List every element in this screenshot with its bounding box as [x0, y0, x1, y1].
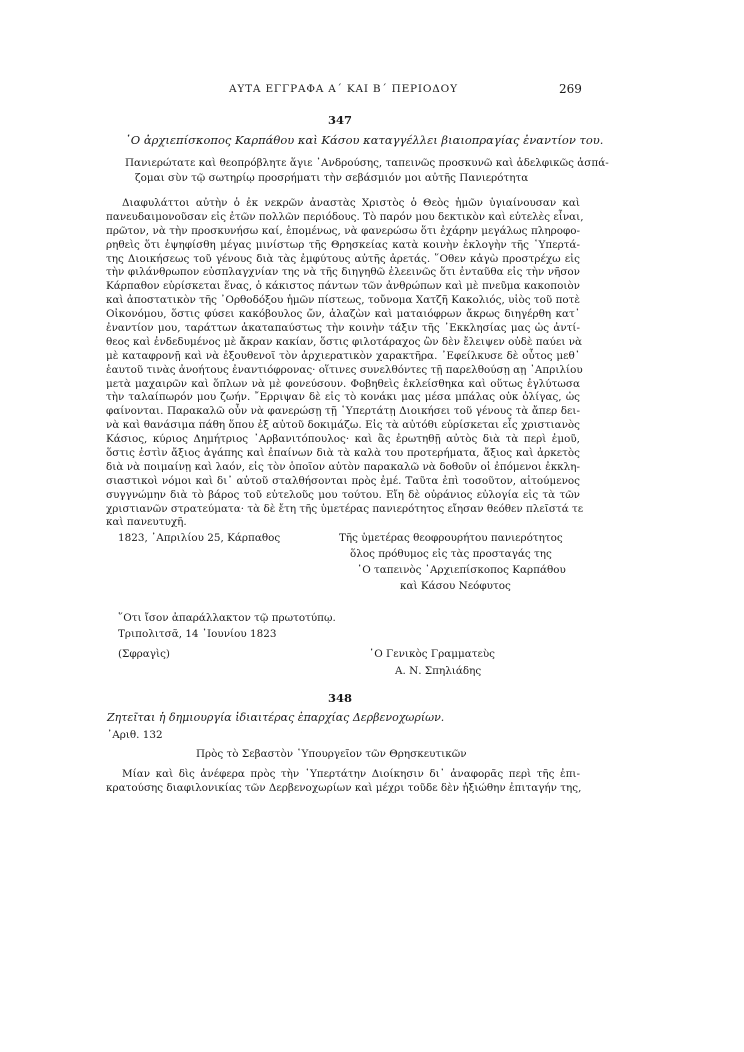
body-line: συγγνώμην διὰ τὸ βάρος τοῦ εὐτελοῦς μου τούτου. Εἴη δὲ οὐράνιος εὐλογία εἰς τὰ τῶν	[106, 488, 580, 501]
body-line: Κάσιος, κύριος Δημήτριος ᾿Αρβανιτόπουλος· καὶ ἂς ἐρωτηθῇ αὐτὸς διὰ τὰ περὶ ἐμοῦ,	[106, 433, 580, 446]
body-line: θεος καὶ ἐνδεδυμένος μὲ ἄκραν κακίαν, ὅστις φιλοτάραχος ὢν δὲν ἔλειψεν οὐδὲ παύει νὰ	[106, 335, 583, 348]
body-line: τὴν ταλαίπωρόν μου ζωήν. ῎Ερριψαν δὲ εἰς τὸ κονάκι μας μέσα μπάλας οὐκ ὀλίγας, ὡς	[106, 391, 580, 404]
body-line: νὰ καὶ θανάσιμα πάθη ὅπου ἐξ αὐτοῦ δοκιμάζω. Εἰς τὰ αὐτόθι εὑρίσκεται εἷς χριστιανὸς	[106, 419, 580, 432]
body-line: καὶ ἀποστατικὸν τῆς ᾿Ορθοδόξου ἡμῶν πίστεως, τοὔνομα Χατζῆ Κακολιός, υἱὸς τοῦ ποτὲ	[106, 294, 580, 307]
salutation-line-2: ζομαι σὺν τῷ σωτηρίῳ προσρήματι τὴν σεβάσμιόν μοι αὐτῆς Πανιερότητα	[135, 172, 529, 184]
page-number: 269	[559, 82, 582, 96]
document-number-347: 347	[328, 113, 353, 127]
closing-line-1: Τῆς ὑμετέρας θεοφρουρήτου πανιερότητος	[339, 532, 563, 544]
running-header: ΑΥΤΑ ΕΓΓΡΑΦΑ Α΄ ΚΑΙ Β΄ ΠΕΡΙΟΔΟΥ	[229, 83, 458, 95]
salutation-line-1: Πανιερώτατε καὶ θεοπρόβλητε ἅγιε ᾿Ανδρούσης, ταπεινῶς προσκυνῶ καὶ ἀδελφικῶς ἀσπά-	[125, 157, 609, 169]
body-line: διὰ νὰ ποιμαίνῃ καὶ λαόν, εἰς τὸν ὁποῖον αὐτὸν παρακαλῶ νὰ δοθοῦν οἱ ἐπόμενοι ἐκκλη-	[106, 460, 580, 473]
closing-line-2: ὅλος πρόθυμος εἰς τὰς προσταγάς της	[350, 548, 552, 560]
date-place: 1823, ᾿Απριλίου 25, Κάρπαθος	[118, 532, 281, 544]
body-line: μετὰ μαχαιρῶν καὶ ὅπλων νὰ μὲ φονεύσουν. Φοβηθεὶς ἐκλείσθηκα καὶ οὕτως ἐγλύτωσα	[106, 377, 580, 390]
body-line: ἐναντίον μου, ταράττων ἀκαταπαύστως τὴν κοινὴν τάξιν τῆς ᾿Εκκλησίας μας ὡς ἀντί-	[106, 322, 580, 335]
document-title-347: ῾Ο ἀρχιεπίσκοπος Καρπάθου καὶ Κάσου καταγγέλλει βιαιοπραγίας ἐναντίον του.	[125, 133, 604, 147]
body-line: πρῶτον, νὰ τὴν προσκυνήσω καί, ἑπομένως, νὰ φανερώσω ὅτι ἐχάρην μεγάλως πληροφο-	[106, 224, 580, 237]
document-title-348: Ζητεῖται ἡ δημιουργία ἰδιαιτέρας ἐπαρχίας Δερβενοχωρίων.	[107, 711, 445, 724]
body-line: φαίνονται. Παρακαλῶ οὖν νὰ φανερώσῃ τῇ ῾Υπερτάτῃ Διοικήσει τοῦ γένους τὰ ἄπερ δει-	[106, 405, 580, 418]
closing-line-4: καὶ Κάσου Νεόφυτος	[400, 580, 511, 592]
body-line: σιαστικοὶ νόμοι καὶ δι᾿ αὐτοῦ σταλθήσονται πρὸς ἐμέ. Ταῦτα ἐπὶ τοσοῦτον, αἰτούμενος	[106, 474, 580, 487]
body-line: κρατούσης διαφιλονικίας τῶν Δερβενοχωρίων καὶ μέχρι τοῦδε δὲν ἠξιώθην ἐπιταγήν της,	[106, 781, 582, 794]
body-line: Κάρπαθον εὑρίσκεται ἕνας, ὁ κάκιστος πάντων τῶν ἀνθρώπων καὶ μὲ πνεῦμα κακοποιὸν	[106, 280, 580, 293]
body-line: πανευδαιμονοῦσαν εἰς ἐτῶν πολλῶν περιόδους. Τὸ παρόν μου δεκτικὸν καὶ εὐτελὲς εἶναι,	[106, 210, 584, 223]
body-line: καὶ πανευτυχῆ.	[106, 516, 187, 529]
body-line: της Διοικήσεως τοῦ γένους διὰ τὰς ἐμφύτους αὐτῆς ἀρετάς. ῞Οθεν κἀγὼ προστρέχω εἰς	[106, 252, 580, 265]
letter-body-347	[106, 197, 584, 530]
seal-note: (Σφραγὶς)	[118, 648, 170, 660]
body-line: χριστιανῶν στρατεύματα· τὰ δὲ ἔτη τῆς ὑμετέρας πανιερότητος εἴησαν θεόθεν πλεῖστά τε	[106, 502, 584, 515]
secretary-name: Α. Ν. Σπηλιάδης	[395, 665, 482, 677]
body-line: τὴν φιλάνθρωπον εὐσπλαγχνίαν της νὰ τῆς διηγηθῶ ἐλεεινῶς ὅτι ἐνταῦθα εἰς τὴν νῆσον	[106, 266, 580, 279]
letter-body-348	[106, 768, 580, 796]
addressee: Πρὸς τὸ Σεβαστὸν ῾Υπουργεῖον τῶν Θρησκευτικῶν	[196, 748, 467, 760]
body-line: ἑαυτοῦ τινὰς ἀνοήτους ἐναντιόφρονας· οἵτινες συνελθόντες τῇ παρελθούσῃ αῃ ᾿Απριλίου	[106, 363, 583, 376]
certification-line-1: ῞Οτι ἴσον ἀπαράλλακτον τῷ πρωτοτύπῳ.	[118, 612, 336, 624]
secretary-title: ῾Ο Γενικὸς Γραμματεὺς	[369, 648, 495, 660]
document-number-348: 348	[328, 691, 353, 705]
reference-number: ᾿Αριθ. 132	[107, 729, 163, 741]
body-line: ρηθεὶς ὅτι ἐψηφίσθη μέγας μινίστωρ τῆς Θρησκείας κατὰ κοινὴν ἐκλογὴν τῆς ῾Υπερτά-	[106, 238, 580, 251]
body-line: μὲ καταφρονῇ καὶ νὰ ἐξουθενοῖ τὸν ἀρχιερατικὸν χαρακτῆρα. ᾿Εφείλκυσε δὲ οὗτος μεθ᾿	[106, 349, 580, 362]
body-line: Διαφυλάττοι αὐτὴν ὁ ἐκ νεκρῶν ἀναστὰς Χριστὸς ὁ Θεὸς ἡμῶν ὑγιαίνουσαν καὶ	[122, 197, 580, 209]
body-line: ὅστις ἐστὶν ἄξιος ἀγάπης καὶ ἐπαίνων διὰ τὰ καλὰ του προτερήματα, ἄξιος καὶ ἀρκετὸς	[106, 447, 580, 460]
closing-line-3: ῾Ο ταπεινὸς ᾿Αρχιεπίσκοπος Καρπάθου	[357, 564, 566, 576]
certification-line-2: Τριπολιτσᾶ, 14 ᾿Ιουνίου 1823	[118, 628, 277, 640]
body-line: Οἰκονόμου, ὅστις φύσει κακόβουλος ὤν, ἀλαζὼν καὶ ματαιόφρων ἄκρως διηγέρθη κατ᾿	[106, 308, 580, 321]
body-line: Μίαν καὶ δὶς ἀνέφερα πρὸς τὴν ῾Υπερτάτην Διοίκησιν δι᾿ ἀναφορᾶς περὶ τῆς ἐπι-	[122, 768, 580, 780]
